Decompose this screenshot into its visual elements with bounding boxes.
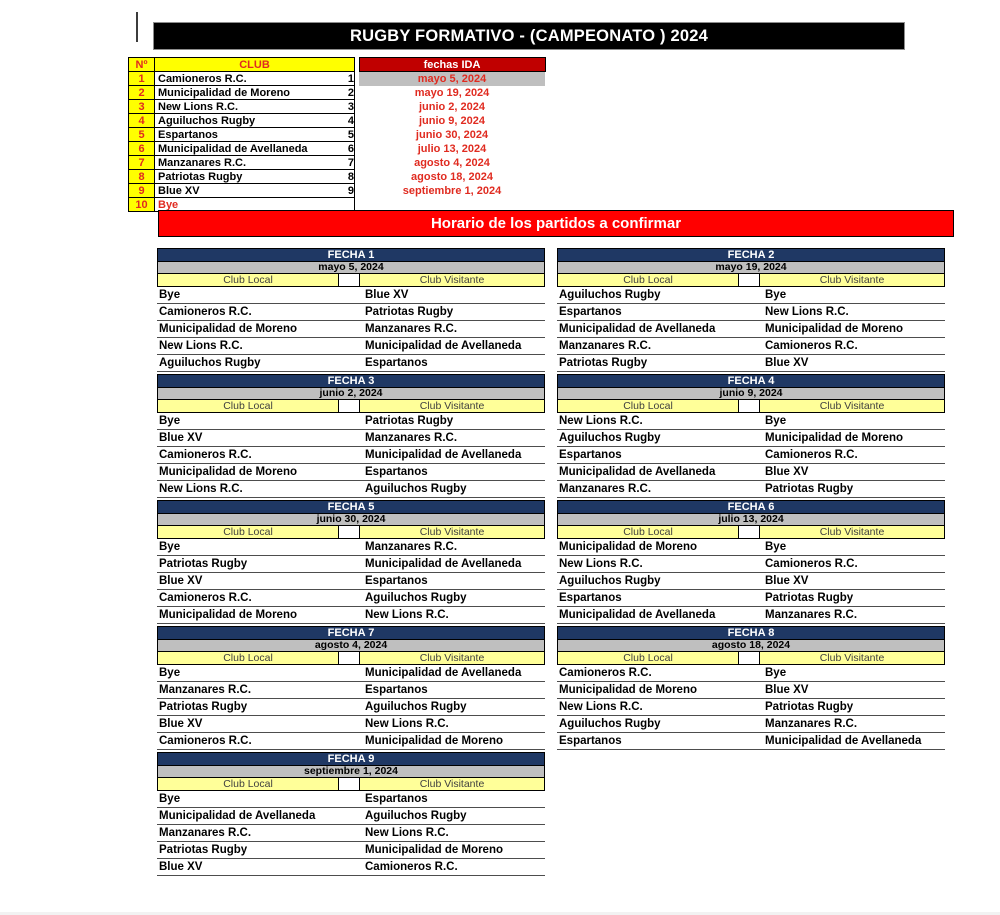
- match-row: [157, 825, 545, 842]
- match-local-team: Espartanos: [559, 592, 622, 604]
- col-header-spacer: [739, 652, 760, 665]
- col-header-local: Club Local: [557, 526, 739, 539]
- col-header-spacer: [739, 274, 760, 287]
- match-local-team: New Lions R.C.: [559, 558, 643, 570]
- match-local-team: Municipalidad de Avellaneda: [559, 609, 716, 621]
- fecha-ida-date: junio 2, 2024: [418, 100, 486, 113]
- club-name: Aguiluchos Rugby: [155, 114, 355, 128]
- match-row: [157, 355, 545, 372]
- match-visiting-team: Patriotas Rugby: [765, 701, 854, 713]
- fixture-date: septiembre 1, 2024: [157, 766, 545, 778]
- match-local-team: Espartanos: [559, 735, 622, 747]
- match-local-team: Bye: [159, 793, 181, 805]
- col-header-spacer: [739, 526, 760, 539]
- match-local-team: Aguiluchos Rugby: [559, 718, 661, 730]
- col-header-local: Club Local: [557, 400, 739, 413]
- club-name: Manzanares R.C.: [155, 156, 355, 170]
- fecha-ida-row: [341, 128, 545, 142]
- match-visiting-team: New Lions R.C.: [365, 718, 449, 730]
- club-row: [129, 100, 355, 114]
- fixture-title: FECHA 7: [157, 626, 545, 640]
- fixture-title: FECHA 9: [157, 752, 545, 766]
- fecha-ida-row: [341, 72, 545, 86]
- schedule-banner: [158, 210, 954, 237]
- clubs-header-club: CLUB: [155, 58, 355, 72]
- match-local-team: Camioneros R.C.: [159, 735, 252, 747]
- match-local-team: Blue XV: [159, 432, 203, 444]
- fixture-column-headers: [157, 274, 545, 287]
- match-visiting-team: Municipalidad de Moreno: [765, 323, 904, 335]
- match-row: [557, 573, 945, 590]
- fecha-ida-date: junio 30, 2024: [415, 128, 489, 141]
- match-visiting-team: Aguiluchos Rugby: [365, 592, 467, 604]
- fixture-table: [557, 500, 945, 624]
- match-row: [157, 413, 545, 430]
- match-local-team: Espartanos: [559, 449, 622, 461]
- match-local-team: Blue XV: [159, 718, 203, 730]
- fixture-title: FECHA 3: [157, 374, 545, 388]
- match-row: [157, 716, 545, 733]
- match-visiting-team: Manzanares R.C.: [765, 718, 858, 730]
- match-visiting-team: Municipalidad de Moreno: [365, 844, 504, 856]
- match-row: [557, 699, 945, 716]
- fecha-ida-date: agosto 18, 2024: [411, 170, 493, 183]
- club-name: Bye: [155, 198, 355, 212]
- club-row: [129, 114, 355, 128]
- match-row: [157, 338, 545, 355]
- match-visiting-team: Camioneros R.C.: [765, 340, 858, 352]
- match-local-team: Municipalidad de Avellaneda: [159, 810, 316, 822]
- match-visiting-team: Municipalidad de Avellaneda: [765, 735, 922, 747]
- match-row: [557, 607, 945, 624]
- fixture-date: julio 13, 2024: [557, 514, 945, 526]
- fixture-column-headers: [157, 778, 545, 791]
- match-local-team: Patriotas Rugby: [559, 357, 648, 369]
- fecha-ida-row: [341, 170, 545, 184]
- club-row: [129, 86, 355, 100]
- match-row: [157, 464, 545, 481]
- match-row: [157, 842, 545, 859]
- fixture-title: FECHA 6: [557, 500, 945, 514]
- match-visiting-team: Municipalidad de Avellaneda: [365, 558, 522, 570]
- match-local-team: Blue XV: [159, 861, 203, 873]
- fecha-ida-row: [341, 142, 545, 156]
- match-visiting-team: Manzanares R.C.: [765, 609, 858, 621]
- fixture-table: [157, 500, 545, 624]
- match-row: [157, 556, 545, 573]
- match-row: [557, 304, 945, 321]
- match-row: [557, 413, 945, 430]
- match-visiting-team: Espartanos: [365, 684, 428, 696]
- match-visiting-team: Municipalidad de Avellaneda: [365, 340, 522, 352]
- match-visiting-team: Aguiluchos Rugby: [365, 701, 467, 713]
- fecha-ida-number: 9: [347, 184, 354, 197]
- fecha-ida-number: 1: [347, 72, 354, 85]
- club-row: [129, 184, 355, 198]
- fixture-date: junio 2, 2024: [157, 388, 545, 400]
- col-header-visitante: Club Visitante: [360, 526, 545, 539]
- col-header-visitante: Club Visitante: [360, 778, 545, 791]
- match-row: [157, 808, 545, 825]
- match-local-team: Municipalidad de Moreno: [159, 609, 298, 621]
- club-number: 1: [129, 72, 155, 86]
- match-local-team: Manzanares R.C.: [159, 684, 252, 696]
- fecha-ida-date: junio 9, 2024: [418, 114, 486, 127]
- match-local-team: Camioneros R.C.: [159, 306, 252, 318]
- fixture-date: agosto 18, 2024: [557, 640, 945, 652]
- club-name: Municipalidad de Moreno: [155, 86, 355, 100]
- match-local-team: Bye: [159, 667, 181, 679]
- match-local-team: Manzanares R.C.: [159, 827, 252, 839]
- match-visiting-team: Espartanos: [365, 575, 428, 587]
- match-row: [557, 556, 945, 573]
- match-visiting-team: Municipalidad de Avellaneda: [365, 667, 522, 679]
- match-visiting-team: Patriotas Rugby: [765, 483, 854, 495]
- fecha-ida-row: [341, 100, 545, 114]
- match-local-team: New Lions R.C.: [159, 483, 243, 495]
- fixture-table: [157, 374, 545, 498]
- fecha-ida-number: 2: [347, 86, 354, 99]
- match-local-team: Camioneros R.C.: [159, 592, 252, 604]
- club-row: [129, 142, 355, 156]
- match-local-team: Aguiluchos Rugby: [559, 432, 661, 444]
- match-local-team: Aguiluchos Rugby: [559, 575, 661, 587]
- match-local-team: Manzanares R.C.: [559, 483, 652, 495]
- match-local-team: New Lions R.C.: [159, 340, 243, 352]
- club-number: 8: [129, 170, 155, 184]
- fixture-title: FECHA 8: [557, 626, 945, 640]
- match-visiting-team: Aguiluchos Rugby: [365, 810, 467, 822]
- fixture-date: mayo 5, 2024: [157, 262, 545, 274]
- fixture-title: FECHA 2: [557, 248, 945, 262]
- match-row: [157, 791, 545, 808]
- match-local-team: New Lions R.C.: [559, 701, 643, 713]
- col-header-spacer: [739, 400, 760, 413]
- match-local-team: Aguiluchos Rugby: [159, 357, 261, 369]
- club-name: Espartanos: [155, 128, 355, 142]
- fechas-ida-table: [341, 57, 546, 198]
- clubs-header-number: Nº: [129, 58, 155, 72]
- match-visiting-team: Municipalidad de Moreno: [765, 432, 904, 444]
- match-row: [157, 733, 545, 750]
- match-visiting-team: Bye: [765, 415, 787, 427]
- club-row: [129, 72, 355, 86]
- club-number: 6: [129, 142, 155, 156]
- fecha-ida-date: mayo 19, 2024: [414, 86, 490, 99]
- col-header-local: Club Local: [157, 526, 339, 539]
- fecha-ida-number: 4: [347, 114, 354, 127]
- col-header-visitante: Club Visitante: [360, 274, 545, 287]
- match-visiting-team: Blue XV: [765, 466, 809, 478]
- match-visiting-team: Camioneros R.C.: [365, 861, 458, 873]
- match-row: [557, 716, 945, 733]
- fixture-date: mayo 19, 2024: [557, 262, 945, 274]
- col-header-local: Club Local: [157, 778, 339, 791]
- club-row: [129, 170, 355, 184]
- match-row: [557, 355, 945, 372]
- match-row: [157, 607, 545, 624]
- fecha-ida-date: julio 13, 2024: [417, 142, 487, 155]
- match-visiting-team: Espartanos: [365, 466, 428, 478]
- fecha-ida-number: 8: [347, 170, 354, 183]
- fecha-ida-number: 7: [347, 156, 354, 169]
- match-row: [557, 447, 945, 464]
- match-row: [157, 682, 545, 699]
- match-visiting-team: Patriotas Rugby: [365, 306, 454, 318]
- fixture-table: [557, 626, 945, 750]
- match-row: [557, 430, 945, 447]
- page-title-text: RUGBY FORMATIVO - (CAMPEONATO ) 2024: [349, 26, 708, 45]
- club-number: 5: [129, 128, 155, 142]
- match-local-team: Espartanos: [559, 306, 622, 318]
- match-row: [557, 665, 945, 682]
- match-row: [557, 590, 945, 607]
- match-visiting-team: New Lions R.C.: [365, 609, 449, 621]
- col-header-visitante: Club Visitante: [760, 274, 945, 287]
- match-local-team: Municipalidad de Avellaneda: [559, 323, 716, 335]
- club-number: 3: [129, 100, 155, 114]
- match-local-team: Patriotas Rugby: [159, 558, 248, 570]
- match-visiting-team: Blue XV: [765, 684, 809, 696]
- match-visiting-team: Bye: [765, 289, 787, 301]
- col-header-local: Club Local: [557, 652, 739, 665]
- col-header-spacer: [339, 526, 360, 539]
- match-local-team: Municipalidad de Moreno: [159, 466, 298, 478]
- fixture-column-headers: [557, 400, 945, 413]
- club-number: 2: [129, 86, 155, 100]
- match-row: [157, 699, 545, 716]
- match-row: [157, 590, 545, 607]
- fechas-ida-header-spacer: [341, 58, 359, 72]
- fixture-column-headers: [157, 400, 545, 413]
- match-row: [157, 539, 545, 556]
- match-row: [557, 481, 945, 498]
- fecha-ida-row: [341, 156, 545, 170]
- fechas-ida-header: fechas IDA: [359, 58, 545, 72]
- match-row: [157, 573, 545, 590]
- match-visiting-team: Camioneros R.C.: [765, 449, 858, 461]
- col-header-visitante: Club Visitante: [360, 652, 545, 665]
- fecha-ida-row: [341, 86, 545, 100]
- col-header-visitante: Club Visitante: [760, 400, 945, 413]
- fixture-date: junio 9, 2024: [557, 388, 945, 400]
- fecha-ida-number: 3: [347, 100, 354, 113]
- col-header-local: Club Local: [157, 652, 339, 665]
- fixture-title: FECHA 5: [157, 500, 545, 514]
- match-local-team: Camioneros R.C.: [159, 449, 252, 461]
- club-name: Municipalidad de Avellaneda: [155, 142, 355, 156]
- match-local-team: Aguiluchos Rugby: [559, 289, 661, 301]
- match-row: [157, 481, 545, 498]
- col-header-local: Club Local: [157, 400, 339, 413]
- match-visiting-team: Aguiluchos Rugby: [365, 483, 467, 495]
- match-visiting-team: Camioneros R.C.: [765, 558, 858, 570]
- match-row: [557, 682, 945, 699]
- fixture-table: [557, 248, 945, 372]
- col-header-spacer: [339, 778, 360, 791]
- fechas-ida-header-row: [341, 58, 545, 72]
- match-local-team: Municipalidad de Moreno: [159, 323, 298, 335]
- match-row: [557, 287, 945, 304]
- match-local-team: Patriotas Rugby: [159, 701, 248, 713]
- fixture-title: FECHA 4: [557, 374, 945, 388]
- fixture-column-headers: [557, 274, 945, 287]
- schedule-banner-text: Horario de los partidos a confirmar: [430, 215, 682, 232]
- match-row: [157, 304, 545, 321]
- match-row: [557, 321, 945, 338]
- match-visiting-team: Patriotas Rugby: [765, 592, 854, 604]
- match-row: [557, 539, 945, 556]
- match-row: [157, 665, 545, 682]
- match-row: [557, 733, 945, 750]
- club-name: Patriotas Rugby: [155, 170, 355, 184]
- match-local-team: Municipalidad de Moreno: [559, 541, 698, 553]
- match-row: [557, 338, 945, 355]
- match-row: [157, 287, 545, 304]
- fixture-table: [557, 374, 945, 498]
- col-header-visitante: Club Visitante: [760, 526, 945, 539]
- club-name: Blue XV: [155, 184, 355, 198]
- match-row: [157, 859, 545, 876]
- match-visiting-team: Bye: [765, 667, 787, 679]
- fecha-ida-date: agosto 4, 2024: [414, 156, 490, 169]
- match-local-team: Bye: [159, 415, 181, 427]
- match-local-team: Camioneros R.C.: [559, 667, 652, 679]
- match-visiting-team: Manzanares R.C.: [365, 541, 458, 553]
- match-visiting-team: Municipalidad de Avellaneda: [365, 449, 522, 461]
- match-row: [157, 447, 545, 464]
- fixture-column-headers: [557, 652, 945, 665]
- fixture-date: agosto 4, 2024: [157, 640, 545, 652]
- match-visiting-team: Espartanos: [365, 793, 428, 805]
- col-header-spacer: [339, 274, 360, 287]
- fixture-table: [157, 248, 545, 372]
- fecha-ida-row: [341, 184, 545, 198]
- match-local-team: Municipalidad de Moreno: [559, 684, 698, 696]
- match-local-team: Blue XV: [159, 575, 203, 587]
- fixture-date: junio 30, 2024: [157, 514, 545, 526]
- match-local-team: Bye: [159, 541, 181, 553]
- match-visiting-team: New Lions R.C.: [765, 306, 849, 318]
- club-number: 9: [129, 184, 155, 198]
- fecha-ida-number: 5: [347, 128, 354, 141]
- club-name: Camioneros R.C.: [155, 72, 355, 86]
- club-number: 4: [129, 114, 155, 128]
- club-number: 7: [129, 156, 155, 170]
- match-visiting-team: New Lions R.C.: [365, 827, 449, 839]
- fecha-ida-date: septiembre 1, 2024: [402, 184, 502, 197]
- fixture-column-headers: [157, 652, 545, 665]
- match-row: [557, 464, 945, 481]
- fixture-table: [157, 626, 545, 750]
- match-visiting-team: Municipalidad de Moreno: [365, 735, 504, 747]
- match-visiting-team: Bye: [765, 541, 787, 553]
- club-name: New Lions R.C.: [155, 100, 355, 114]
- clubs-table: [128, 57, 355, 212]
- text-cursor-mark: [136, 12, 138, 42]
- col-header-local: Club Local: [557, 274, 739, 287]
- match-local-team: Patriotas Rugby: [159, 844, 248, 856]
- fecha-ida-row: [341, 114, 545, 128]
- club-row: [129, 156, 355, 170]
- match-local-team: Bye: [159, 289, 181, 301]
- match-visiting-team: Blue XV: [765, 575, 809, 587]
- page-title: [153, 22, 905, 50]
- col-header-spacer: [339, 400, 360, 413]
- match-local-team: Manzanares R.C.: [559, 340, 652, 352]
- match-row: [157, 321, 545, 338]
- fixture-column-headers: [157, 526, 545, 539]
- match-visiting-team: Blue XV: [365, 289, 409, 301]
- clubs-header-row: [129, 58, 355, 72]
- match-local-team: Municipalidad de Avellaneda: [559, 466, 716, 478]
- fixture-column-headers: [557, 526, 945, 539]
- match-visiting-team: Blue XV: [765, 357, 809, 369]
- club-number: 10: [129, 198, 155, 212]
- match-visiting-team: Manzanares R.C.: [365, 323, 458, 335]
- club-row: [129, 128, 355, 142]
- match-visiting-team: Espartanos: [365, 357, 428, 369]
- match-local-team: New Lions R.C.: [559, 415, 643, 427]
- col-header-local: Club Local: [157, 274, 339, 287]
- col-header-spacer: [339, 652, 360, 665]
- match-visiting-team: Manzanares R.C.: [365, 432, 458, 444]
- fixture-table: [157, 752, 545, 876]
- match-visiting-team: Patriotas Rugby: [365, 415, 454, 427]
- col-header-visitante: Club Visitante: [360, 400, 545, 413]
- fecha-ida-number: 6: [347, 142, 354, 155]
- match-row: [157, 430, 545, 447]
- fixture-title: FECHA 1: [157, 248, 545, 262]
- col-header-visitante: Club Visitante: [760, 652, 945, 665]
- fecha-ida-date: mayo 5, 2024: [359, 72, 545, 86]
